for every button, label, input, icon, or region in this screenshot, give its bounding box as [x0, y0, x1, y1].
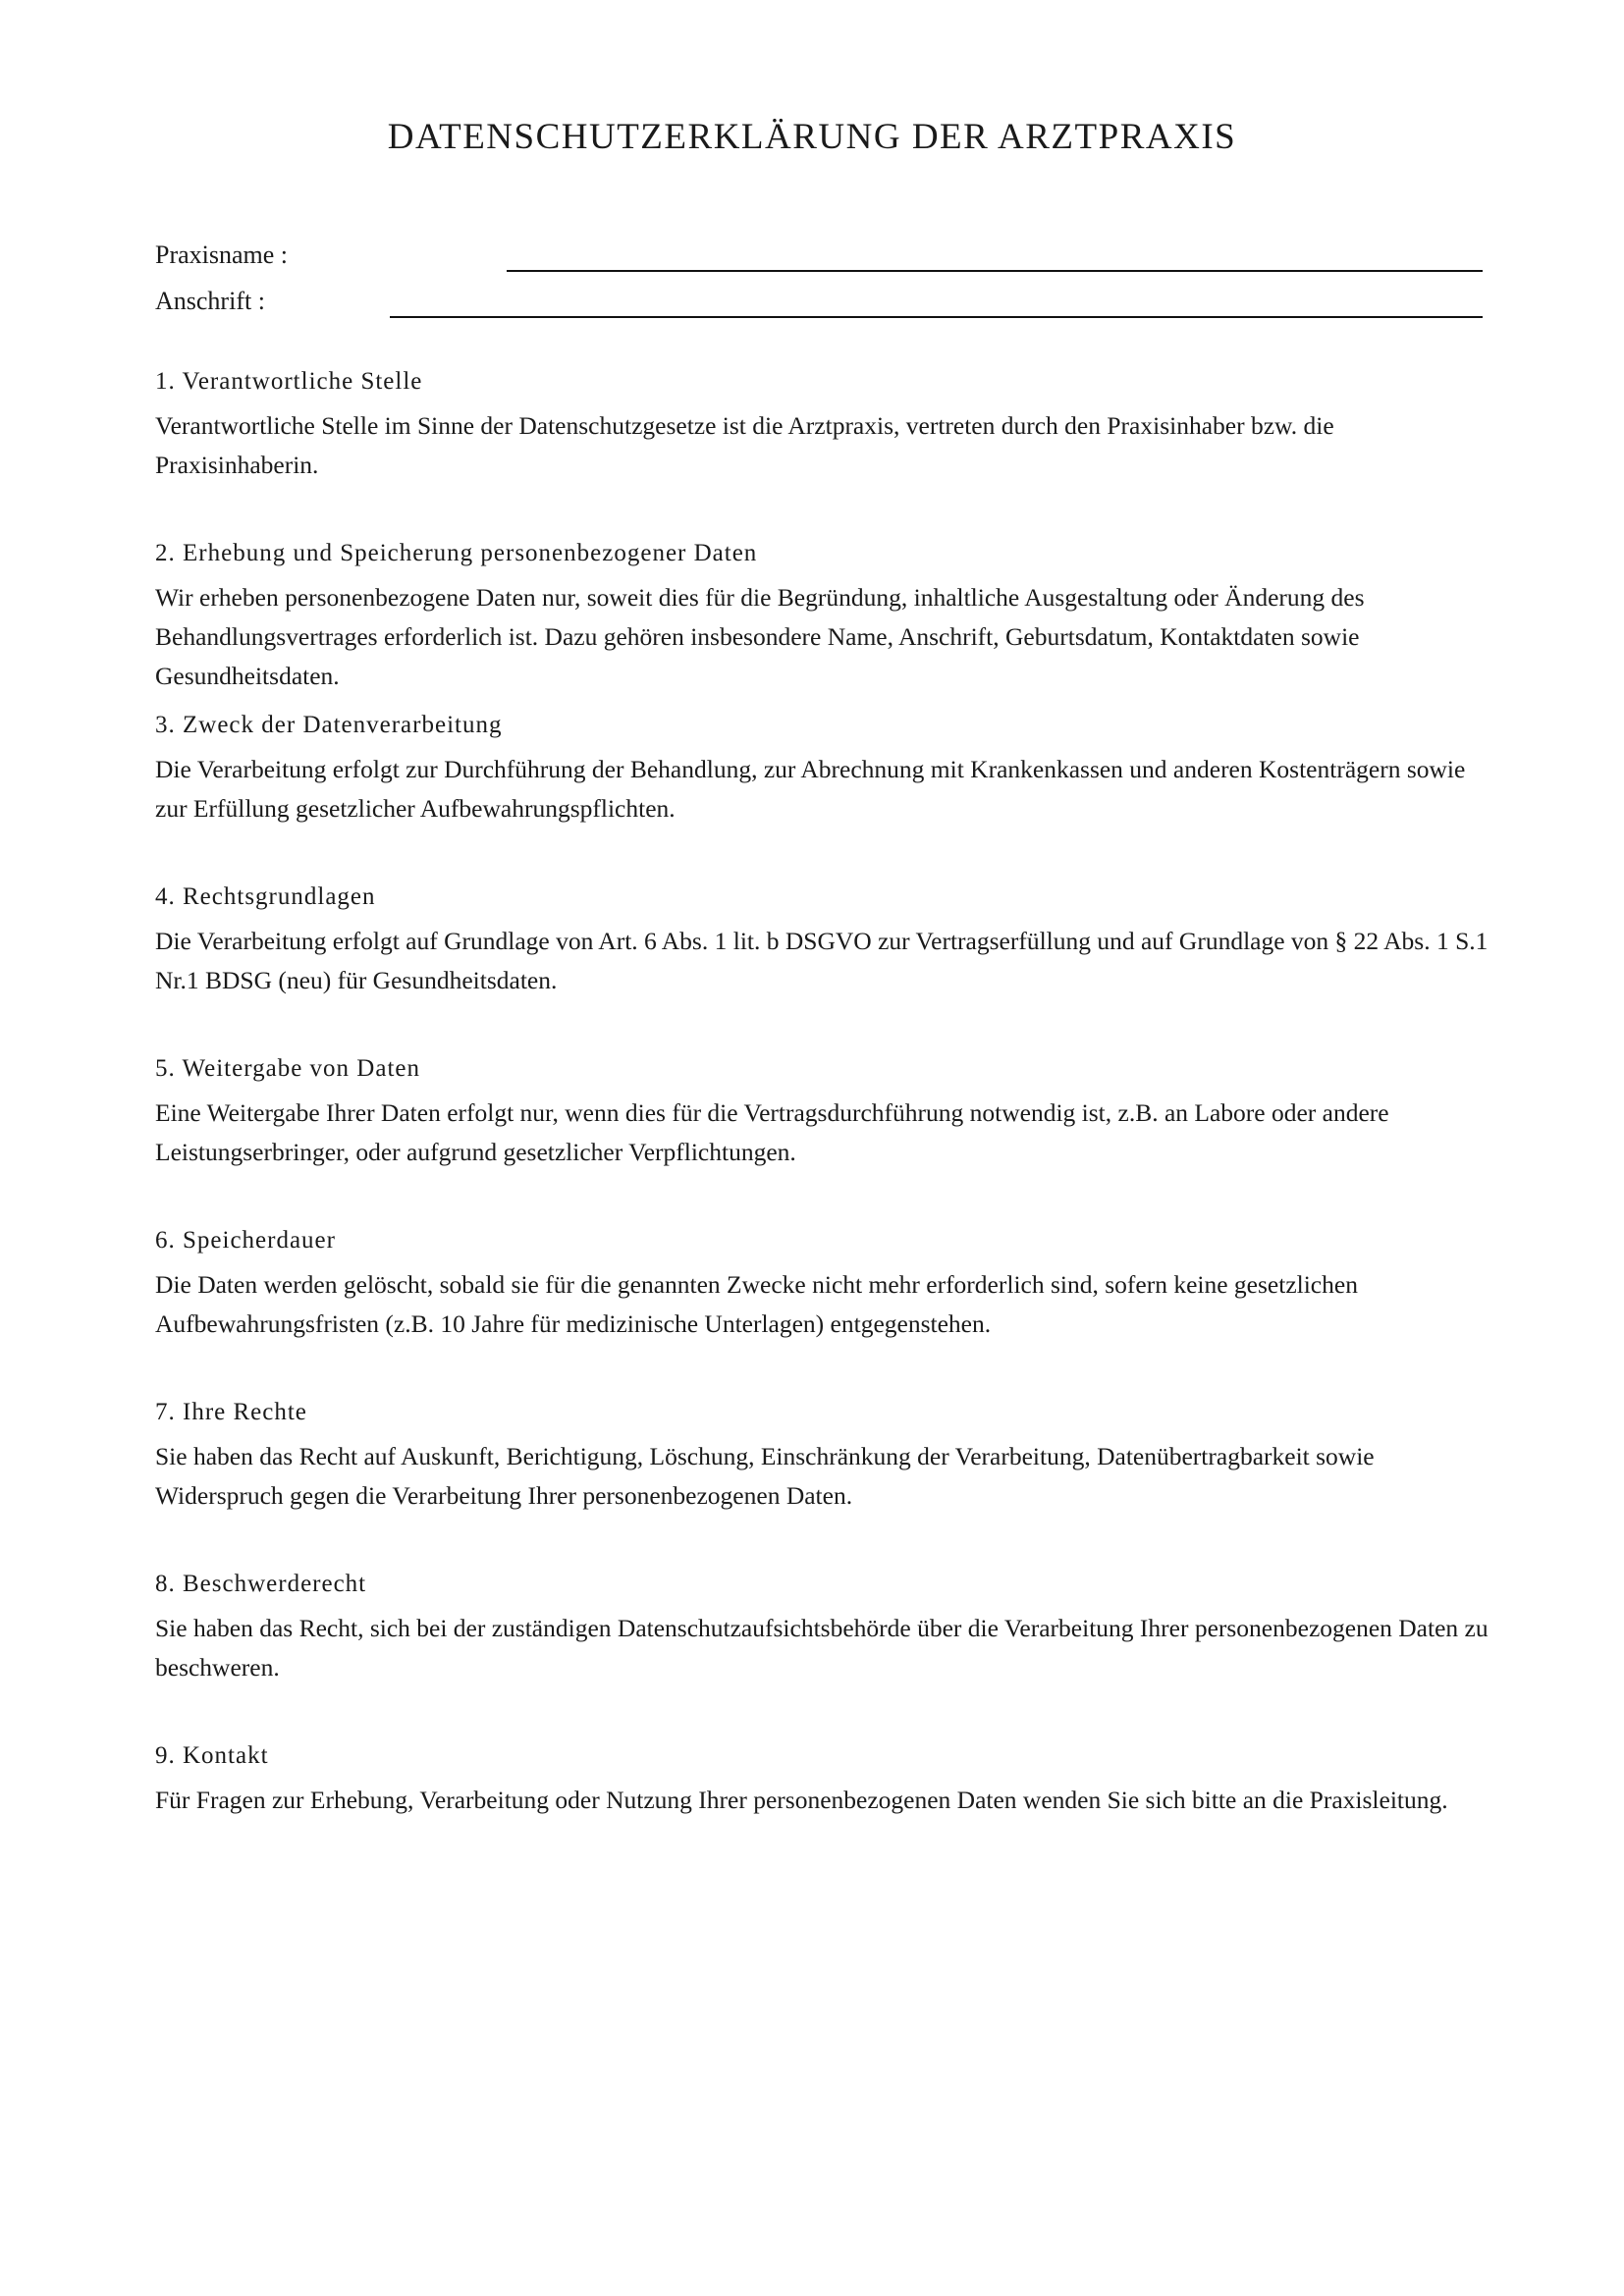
- section-body: Wir erheben personenbezogene Daten nur, soweit dies für die Begründung, inhaltliche Ausgestaltung oder Änderung des Behandlungsvertrages erforderlich ist. Dazu gehören insbesondere Name, Anschrift, Geburtsdatum, Kontaktdaten sowie Gesundheitsdaten.: [155, 583, 1365, 690]
- section-body: Die Daten werden gelöscht, sobald sie für die genannten Zwecke nicht mehr erforderlich sind, sofern keine gesetzlichen Aufbewahrungsfristen (z.B. 10 Jahre für medizinische Unterlagen) entgegenstehen.: [155, 1270, 1358, 1338]
- praxisname-label: Praxisname :: [155, 240, 289, 269]
- sections-list: [155, 365, 1490, 1911]
- anschrift-field: [155, 285, 1483, 324]
- section-rechtsgrundlagen: [155, 881, 1490, 1052]
- section-speicherdauer: [155, 1224, 1490, 1396]
- section-body: Die Verarbeitung erfolgt auf Grundlage von Art. 6 Abs. 1 lit. b DSGVO zur Vertragserfüllung und auf Grundlage von § 22 Abs. 1 S.1 Nr.1 BDSG (neu) für Gesundheitsdaten.: [155, 927, 1489, 994]
- section-heading: 8. Beschwerderecht: [155, 1571, 367, 1597]
- section-heading: 3. Zweck der Datenverarbeitung: [155, 712, 503, 738]
- section-weitergabe: [155, 1052, 1490, 1224]
- section-body: Die Verarbeitung erfolgt zur Durchführung der Behandlung, zur Abrechnung mit Krankenkassen und anderen Kostenträgern sowie zur Erfüllung gesetzlicher Aufbewahrungspflichten.: [155, 755, 1466, 823]
- anschrift-label: Anschrift :: [155, 287, 265, 315]
- section-body: Für Fragen zur Erhebung, Verarbeitung oder Nutzung Ihrer personenbezogenen Daten wenden Sie sich bitte an die Praxisleitung.: [155, 1786, 1448, 1814]
- section-body: Eine Weitergabe Ihrer Daten erfolgt nur, wenn dies für die Vertragsdurchführung notwendig ist, z.B. an Labore oder andere Leistungserbringer, oder aufgrund gesetzlicher Verpflichtungen.: [155, 1098, 1389, 1166]
- praxisname-field: [155, 239, 1483, 278]
- section-heading: 7. Ihre Rechte: [155, 1399, 307, 1425]
- section-zweck: [155, 709, 1490, 881]
- section-heading: 6. Speicherdauer: [155, 1227, 336, 1254]
- section-heading: 9. Kontakt: [155, 1742, 269, 1769]
- section-erhebung-speicherung: [155, 537, 1490, 709]
- anschrift-input-line[interactable]: [390, 316, 1483, 318]
- praxisname-input-line[interactable]: [507, 270, 1483, 272]
- section-heading: 4. Rechtsgrundlagen: [155, 883, 376, 910]
- section-body: Verantwortliche Stelle im Sinne der Datenschutzgesetze ist die Arztpraxis, vertreten durch den Praxisinhaber bzw. die Praxisinhaberin.: [155, 411, 1334, 479]
- section-heading: 5. Weitergabe von Daten: [155, 1055, 420, 1082]
- section-beschwerderecht: [155, 1568, 1490, 1739]
- section-kontakt: [155, 1739, 1490, 1911]
- section-body: Sie haben das Recht, sich bei der zuständigen Datenschutzaufsichtsbehörde über die Verarbeitung Ihrer personenbezogenen Daten zu beschweren.: [155, 1614, 1489, 1682]
- section-verantwortliche-stelle: [155, 365, 1490, 537]
- section-body: Sie haben das Recht auf Auskunft, Berichtigung, Löschung, Einschränkung der Verarbeitung, Datenübertragbarkeit sowie Widerspruch gegen die Verarbeitung Ihrer personenbezogenen Daten.: [155, 1442, 1375, 1510]
- section-rechte: [155, 1396, 1490, 1568]
- document-title: DATENSCHUTZERKLÄRUNG DER ARZTPRAXIS: [387, 117, 1237, 157]
- section-heading: 1. Verantwortliche Stelle: [155, 368, 423, 395]
- section-heading: 2. Erhebung und Speicherung personenbezogener Daten: [155, 540, 758, 566]
